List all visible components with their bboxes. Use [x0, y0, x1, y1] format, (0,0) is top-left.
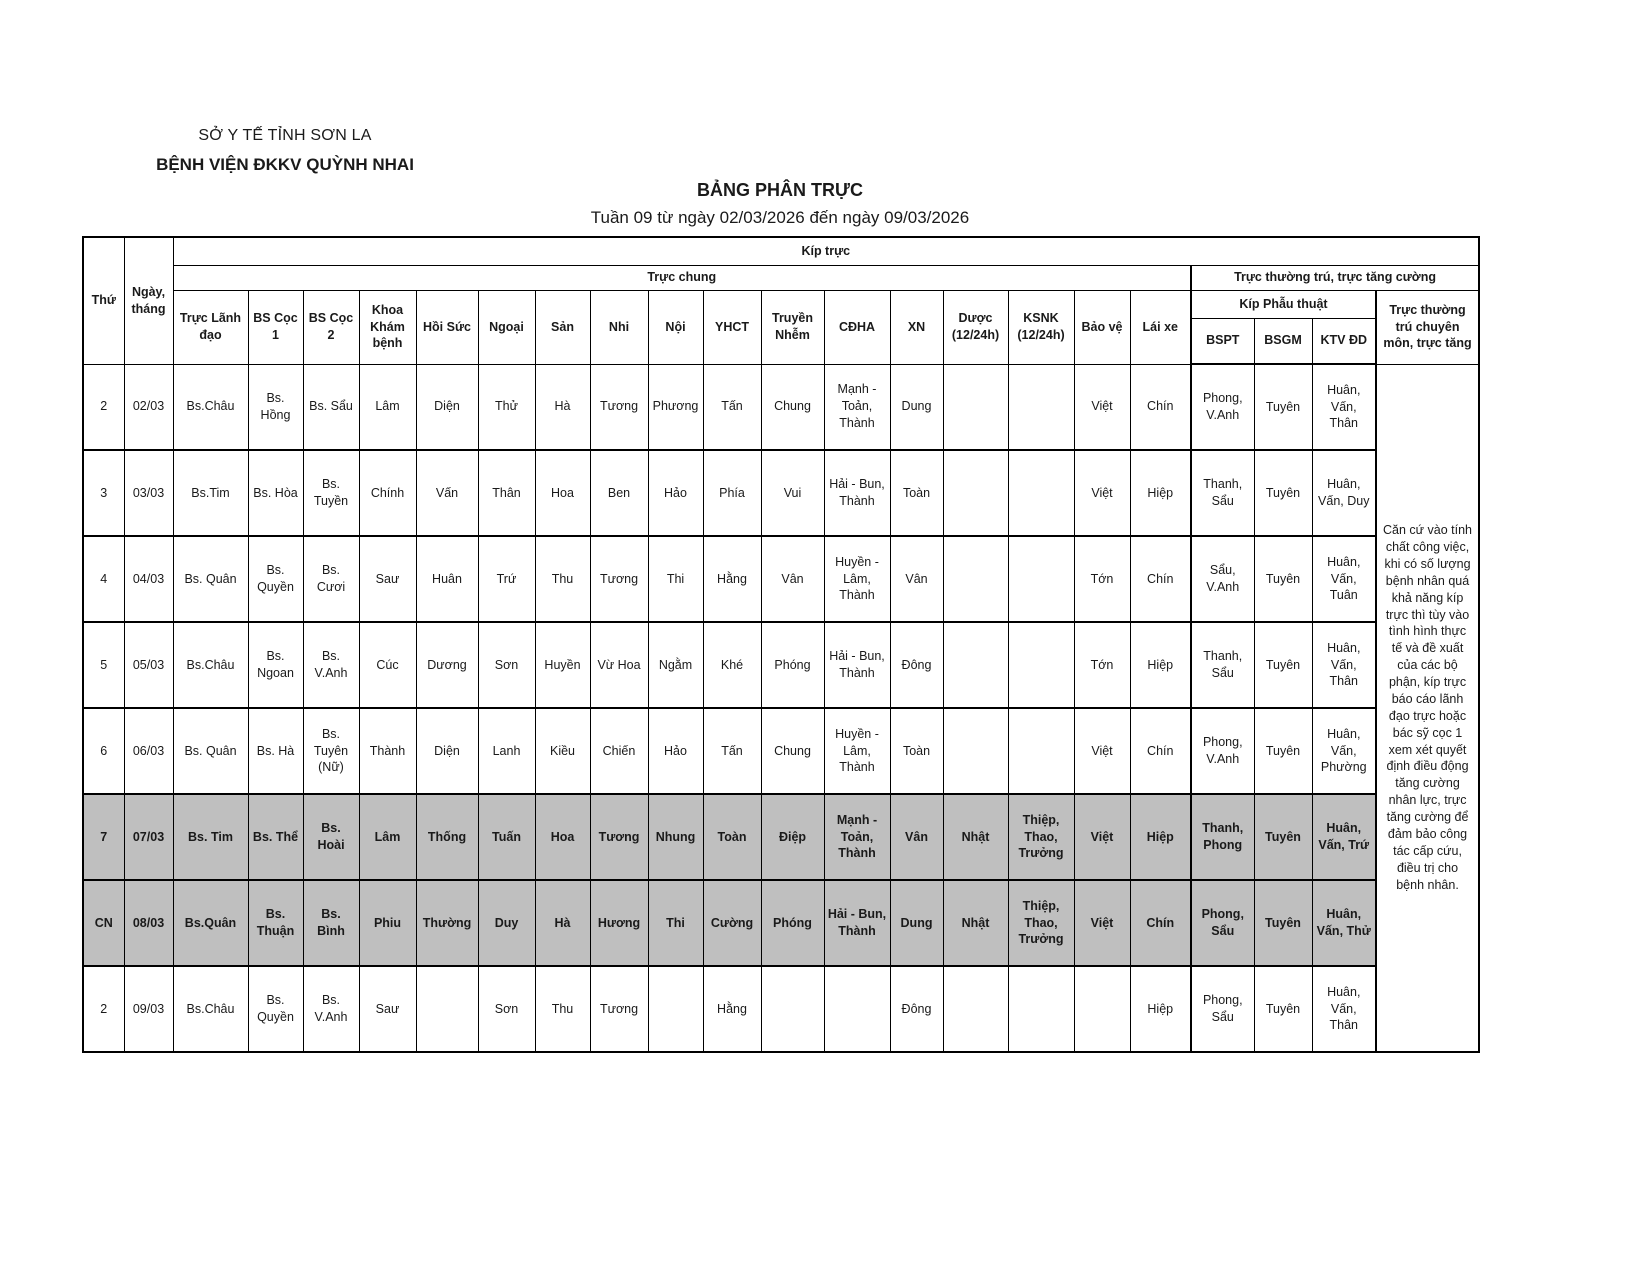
table-cell: 5 — [83, 622, 124, 708]
table-cell: Bs. Hồng — [248, 364, 303, 450]
table-cell: Sơn — [478, 622, 535, 708]
table-cell: Tuyên — [1254, 364, 1312, 450]
table-cell: Tương — [590, 364, 648, 450]
table-cell: Thiệp, Thao, Trưởng — [1008, 880, 1074, 966]
col-header-bao-ve: Bảo vệ — [1074, 290, 1130, 364]
table-cell: 7 — [83, 794, 124, 880]
org-department: SỞ Y TẾ TỈNH SƠN LA — [198, 127, 372, 144]
table-cell: Hiệp — [1130, 622, 1191, 708]
table-cell — [943, 450, 1008, 536]
col-header-hoi-suc: Hồi Sức — [416, 290, 478, 364]
table-header — [83, 237, 1479, 364]
table-row — [83, 622, 1479, 708]
table-cell: Dung — [890, 364, 943, 450]
table-cell: Huân, Vấn, Thân — [1312, 966, 1376, 1052]
table-cell: Lâm — [359, 364, 416, 450]
table-cell: Phóng — [761, 880, 824, 966]
table-cell: Hà — [535, 364, 590, 450]
table-cell: Ngằm — [648, 622, 703, 708]
table-cell: Huân, Vấn, Duy — [1312, 450, 1376, 536]
table-row — [83, 536, 1479, 622]
table-cell: Cúc — [359, 622, 416, 708]
col-header-san: Sản — [535, 290, 590, 364]
table-cell: Bs. V.Anh — [303, 966, 359, 1052]
table-cell: Duy — [478, 880, 535, 966]
col-header-bsgm: BSGM — [1254, 318, 1312, 364]
col-header-ngay-thang: Ngày, tháng — [124, 237, 173, 364]
table-cell: 6 — [83, 708, 124, 794]
table-cell: Bs. Hà — [248, 708, 303, 794]
table-cell: Diện — [416, 708, 478, 794]
table-cell: Lâm — [359, 794, 416, 880]
col-header-bspt: BSPT — [1191, 318, 1254, 364]
table-cell: Đông — [890, 966, 943, 1052]
table-cell: Sơn — [478, 966, 535, 1052]
table-cell: Thanh, Sẩu — [1191, 622, 1254, 708]
table-row — [83, 450, 1479, 536]
table-cell — [1008, 364, 1074, 450]
table-cell: Chín — [1130, 536, 1191, 622]
table-cell: 3 — [83, 450, 124, 536]
table-cell — [1074, 966, 1130, 1052]
table-cell: Thi — [648, 880, 703, 966]
table-row — [83, 880, 1479, 966]
table-cell: Tuyên — [1254, 708, 1312, 794]
table-cell: Trứ — [478, 536, 535, 622]
table-cell — [648, 966, 703, 1052]
table-cell: Tấn — [703, 708, 761, 794]
header-truc-chung: Trực chung — [173, 265, 1191, 290]
table-cell: Bs.Quân — [173, 880, 248, 966]
schedule-body — [83, 364, 1479, 1052]
table-cell: Bs. Tim — [173, 794, 248, 880]
table-cell: Diện — [416, 364, 478, 450]
table-cell — [1008, 966, 1074, 1052]
table-cell: 04/03 — [124, 536, 173, 622]
table-cell: Hằng — [703, 536, 761, 622]
table-cell: Lanh — [478, 708, 535, 794]
table-cell: Mạnh - Toản, Thành — [824, 364, 890, 450]
table-cell: Tấn — [703, 364, 761, 450]
col-header-bs-coc-2: BS Cọc 2 — [303, 290, 359, 364]
table-cell: Vừ Hoa — [590, 622, 648, 708]
table-cell: Hảo — [648, 450, 703, 536]
table-cell: Huân, Vấn, Tuân — [1312, 536, 1376, 622]
table-cell: Tớn — [1074, 622, 1130, 708]
table-cell: Hảo — [648, 708, 703, 794]
table-cell: 05/03 — [124, 622, 173, 708]
table-cell: Phóng — [761, 622, 824, 708]
header-kip-phau-thuat: Kíp Phẫu thuật — [1191, 290, 1376, 318]
table-cell: 4 — [83, 536, 124, 622]
table-cell — [1008, 708, 1074, 794]
table-cell: 02/03 — [124, 364, 173, 450]
table-cell — [824, 966, 890, 1052]
table-cell: Phương — [648, 364, 703, 450]
table-cell: Tuyên — [1254, 794, 1312, 880]
table-cell: Việt — [1074, 794, 1130, 880]
table-cell: Thanh, Sẩu — [1191, 450, 1254, 536]
col-header-yhct: YHCT — [703, 290, 761, 364]
table-cell: Bs. Quyền — [248, 536, 303, 622]
table-row — [83, 966, 1479, 1052]
col-header-duoc: Dược (12/24h) — [943, 290, 1008, 364]
table-cell: Huân — [416, 536, 478, 622]
table-cell: Hoa — [535, 794, 590, 880]
note-cell: Căn cứ vào tính chất công việc, khi có số lượng bệnh nhân quá khả năng kíp trực thì tùy vào tình hình thực tế và đề xuất của các bộ phận, kíp trực báo cáo lãnh đạo trực hoặc bác sỹ cọc 1 xem xét quyết định điều động tăng cường nhân lực, trực tăng cường để đảm bảo công tác cấp cứu, điều trị cho bệnh nhân. — [1376, 364, 1479, 1052]
table-cell: Tương — [590, 794, 648, 880]
table-cell: Phong, Sẩu — [1191, 966, 1254, 1052]
table-cell — [943, 536, 1008, 622]
table-cell: 07/03 — [124, 794, 173, 880]
table-cell: Hoa — [535, 450, 590, 536]
table-cell: 03/03 — [124, 450, 173, 536]
table-row — [83, 708, 1479, 794]
table-cell: Thường — [416, 880, 478, 966]
table-cell: Thân — [478, 450, 535, 536]
table-cell: Saư — [359, 966, 416, 1052]
table-cell: Bs. Hòa — [248, 450, 303, 536]
table-cell: Thu — [535, 536, 590, 622]
col-header-cdha: CĐHA — [824, 290, 890, 364]
col-header-bs-coc-1: BS Cọc 1 — [248, 290, 303, 364]
table-cell: Chung — [761, 364, 824, 450]
table-cell: 2 — [83, 966, 124, 1052]
table-cell: Hằng — [703, 966, 761, 1052]
table-cell: Hiệp — [1130, 966, 1191, 1052]
table-cell: Saư — [359, 536, 416, 622]
table-row — [83, 364, 1479, 450]
table-cell: Bs. Hoài — [303, 794, 359, 880]
table-cell: Mạnh - Toản, Thành — [824, 794, 890, 880]
table-cell: Bs. Quân — [173, 536, 248, 622]
col-header-noi: Nội — [648, 290, 703, 364]
table-cell: Tuấn — [478, 794, 535, 880]
table-cell: Bs.Tim — [173, 450, 248, 536]
table-cell: Hiệp — [1130, 794, 1191, 880]
table-cell: Bs.Châu — [173, 622, 248, 708]
table-cell: Việt — [1074, 708, 1130, 794]
table-cell: Vân — [761, 536, 824, 622]
table-cell: Huyền — [535, 622, 590, 708]
table-cell: Hương — [590, 880, 648, 966]
table-cell: Phong, V.Anh — [1191, 708, 1254, 794]
table-cell: Vân — [890, 794, 943, 880]
col-header-nhi: Nhi — [590, 290, 648, 364]
table-cell: Bs. Thể — [248, 794, 303, 880]
table-cell: Thống — [416, 794, 478, 880]
table-cell: Bs. V.Anh — [303, 622, 359, 708]
table-cell — [1008, 536, 1074, 622]
table-cell: Vui — [761, 450, 824, 536]
table-cell: Huân, Vấn, Thử — [1312, 880, 1376, 966]
table-cell: Tuyên — [1254, 622, 1312, 708]
table-cell: Tương — [590, 966, 648, 1052]
table-cell: Việt — [1074, 880, 1130, 966]
table-cell — [943, 622, 1008, 708]
table-cell — [1008, 622, 1074, 708]
table-cell: Chín — [1130, 880, 1191, 966]
table-cell: Chiến — [590, 708, 648, 794]
table-cell: Bs. Tuyên (Nữ) — [303, 708, 359, 794]
table-cell: Bs. Tuyền — [303, 450, 359, 536]
col-header-truyen-nhem: Truyền Nhễm — [761, 290, 824, 364]
table-cell: Huyền - Lâm, Thành — [824, 708, 890, 794]
table-cell: Chín — [1130, 708, 1191, 794]
table-cell: Đông — [890, 622, 943, 708]
table-cell: 06/03 — [124, 708, 173, 794]
table-cell: Chín — [1130, 364, 1191, 450]
table-cell: Tương — [590, 536, 648, 622]
table-cell: Bs. Thuận — [248, 880, 303, 966]
table-cell: Phía — [703, 450, 761, 536]
table-row — [83, 794, 1479, 880]
table-cell: Việt — [1074, 450, 1130, 536]
table-cell: Nhung — [648, 794, 703, 880]
col-header-khoa-kham-benh: Khoa Khám bệnh — [359, 290, 416, 364]
table-cell: Chung — [761, 708, 824, 794]
title-block — [82, 180, 1478, 228]
table-cell: Bs. Quyền — [248, 966, 303, 1052]
table-cell: Tuyên — [1254, 536, 1312, 622]
table-cell: Vấn — [416, 450, 478, 536]
table-cell: Phong, Sẩu — [1191, 880, 1254, 966]
table-cell: Sẩu, V.Anh — [1191, 536, 1254, 622]
table-cell: Nhật — [943, 794, 1008, 880]
table-cell: Khé — [703, 622, 761, 708]
table-cell: Hải - Bun, Thành — [824, 450, 890, 536]
table-cell — [943, 708, 1008, 794]
table-cell: Thi — [648, 536, 703, 622]
table-cell: Việt — [1074, 364, 1130, 450]
table-cell: Chính — [359, 450, 416, 536]
col-header-thu: Thứ — [83, 237, 124, 364]
org-hospital: BỆNH VIỆN ĐKKV QUỲNH NHAI — [156, 155, 414, 174]
header-truc-thuong-tru: Trực thường trú, trực tăng cường — [1191, 265, 1479, 290]
col-header-truc-chuyen-mon: Trực thường trú chuyên môn, trực tăng — [1376, 290, 1479, 364]
header-kip-truc: Kíp trực — [173, 237, 1479, 265]
table-cell: Huân, Vấn, Thân — [1312, 622, 1376, 708]
col-header-ktv-dd: KTV ĐD — [1312, 318, 1376, 364]
table-cell — [943, 966, 1008, 1052]
table-cell: Vân — [890, 536, 943, 622]
table-cell: 08/03 — [124, 880, 173, 966]
table-cell: Thử — [478, 364, 535, 450]
table-cell: Cường — [703, 880, 761, 966]
table-cell: Hải - Bun, Thành — [824, 880, 890, 966]
table-cell: Dương — [416, 622, 478, 708]
table-cell: Tuyên — [1254, 966, 1312, 1052]
table-cell: Hiệp — [1130, 450, 1191, 536]
table-cell: Huân, Vấn, Thân — [1312, 364, 1376, 450]
table-cell: Nhật — [943, 880, 1008, 966]
table-cell: Huyền - Lâm, Thành — [824, 536, 890, 622]
table-cell — [1008, 450, 1074, 536]
table-cell: Tuyên — [1254, 880, 1312, 966]
col-header-ngoai: Ngoại — [478, 290, 535, 364]
table-cell: Tuyên — [1254, 450, 1312, 536]
table-cell: Điệp — [761, 794, 824, 880]
table-cell: Kiều — [535, 708, 590, 794]
table-cell: Huân, Vấn, Phường — [1312, 708, 1376, 794]
table-cell: Bs. Ngoan — [248, 622, 303, 708]
table-cell: Toàn — [890, 708, 943, 794]
table-cell: Thu — [535, 966, 590, 1052]
table-cell: Bs.Châu — [173, 966, 248, 1052]
table-cell: Toàn — [703, 794, 761, 880]
table-cell: CN — [83, 880, 124, 966]
table-cell: Bs. Sẩu — [303, 364, 359, 450]
table-cell: Thanh, Phong — [1191, 794, 1254, 880]
col-header-xn: XN — [890, 290, 943, 364]
table-cell: Bs. Bình — [303, 880, 359, 966]
table-cell: Huân, Vấn, Trứ — [1312, 794, 1376, 880]
table-cell — [943, 364, 1008, 450]
table-cell: Bs.Châu — [173, 364, 248, 450]
org-block — [140, 122, 430, 180]
table-cell: Phong, V.Anh — [1191, 364, 1254, 450]
page-title: BẢNG PHÂN TRỰC — [697, 180, 863, 200]
table-cell: Toàn — [890, 450, 943, 536]
table-cell — [761, 966, 824, 1052]
table-cell: Bs. Quân — [173, 708, 248, 794]
table-cell: Bs. Cươi — [303, 536, 359, 622]
table-cell: Ben — [590, 450, 648, 536]
table-cell: Tớn — [1074, 536, 1130, 622]
table-cell: Hà — [535, 880, 590, 966]
table-cell: 2 — [83, 364, 124, 450]
table-cell: Hải - Bun, Thành — [824, 622, 890, 708]
table-cell: Dung — [890, 880, 943, 966]
page-subtitle: Tuần 09 từ ngày 02/03/2026 đến ngày 09/03/2026 — [590, 208, 970, 227]
col-header-ksnk: KSNK (12/24h) — [1008, 290, 1074, 364]
table-cell — [416, 966, 478, 1052]
col-header-lai-xe: Lái xe — [1130, 290, 1191, 364]
table-cell: Phiu — [359, 880, 416, 966]
table-cell: 09/03 — [124, 966, 173, 1052]
col-header-truc-lanh-dao: Trực Lãnh đạo — [173, 290, 248, 364]
table-cell: Thành — [359, 708, 416, 794]
table-cell: Thiệp, Thao, Trưởng — [1008, 794, 1074, 880]
duty-schedule-table — [82, 236, 1480, 1053]
